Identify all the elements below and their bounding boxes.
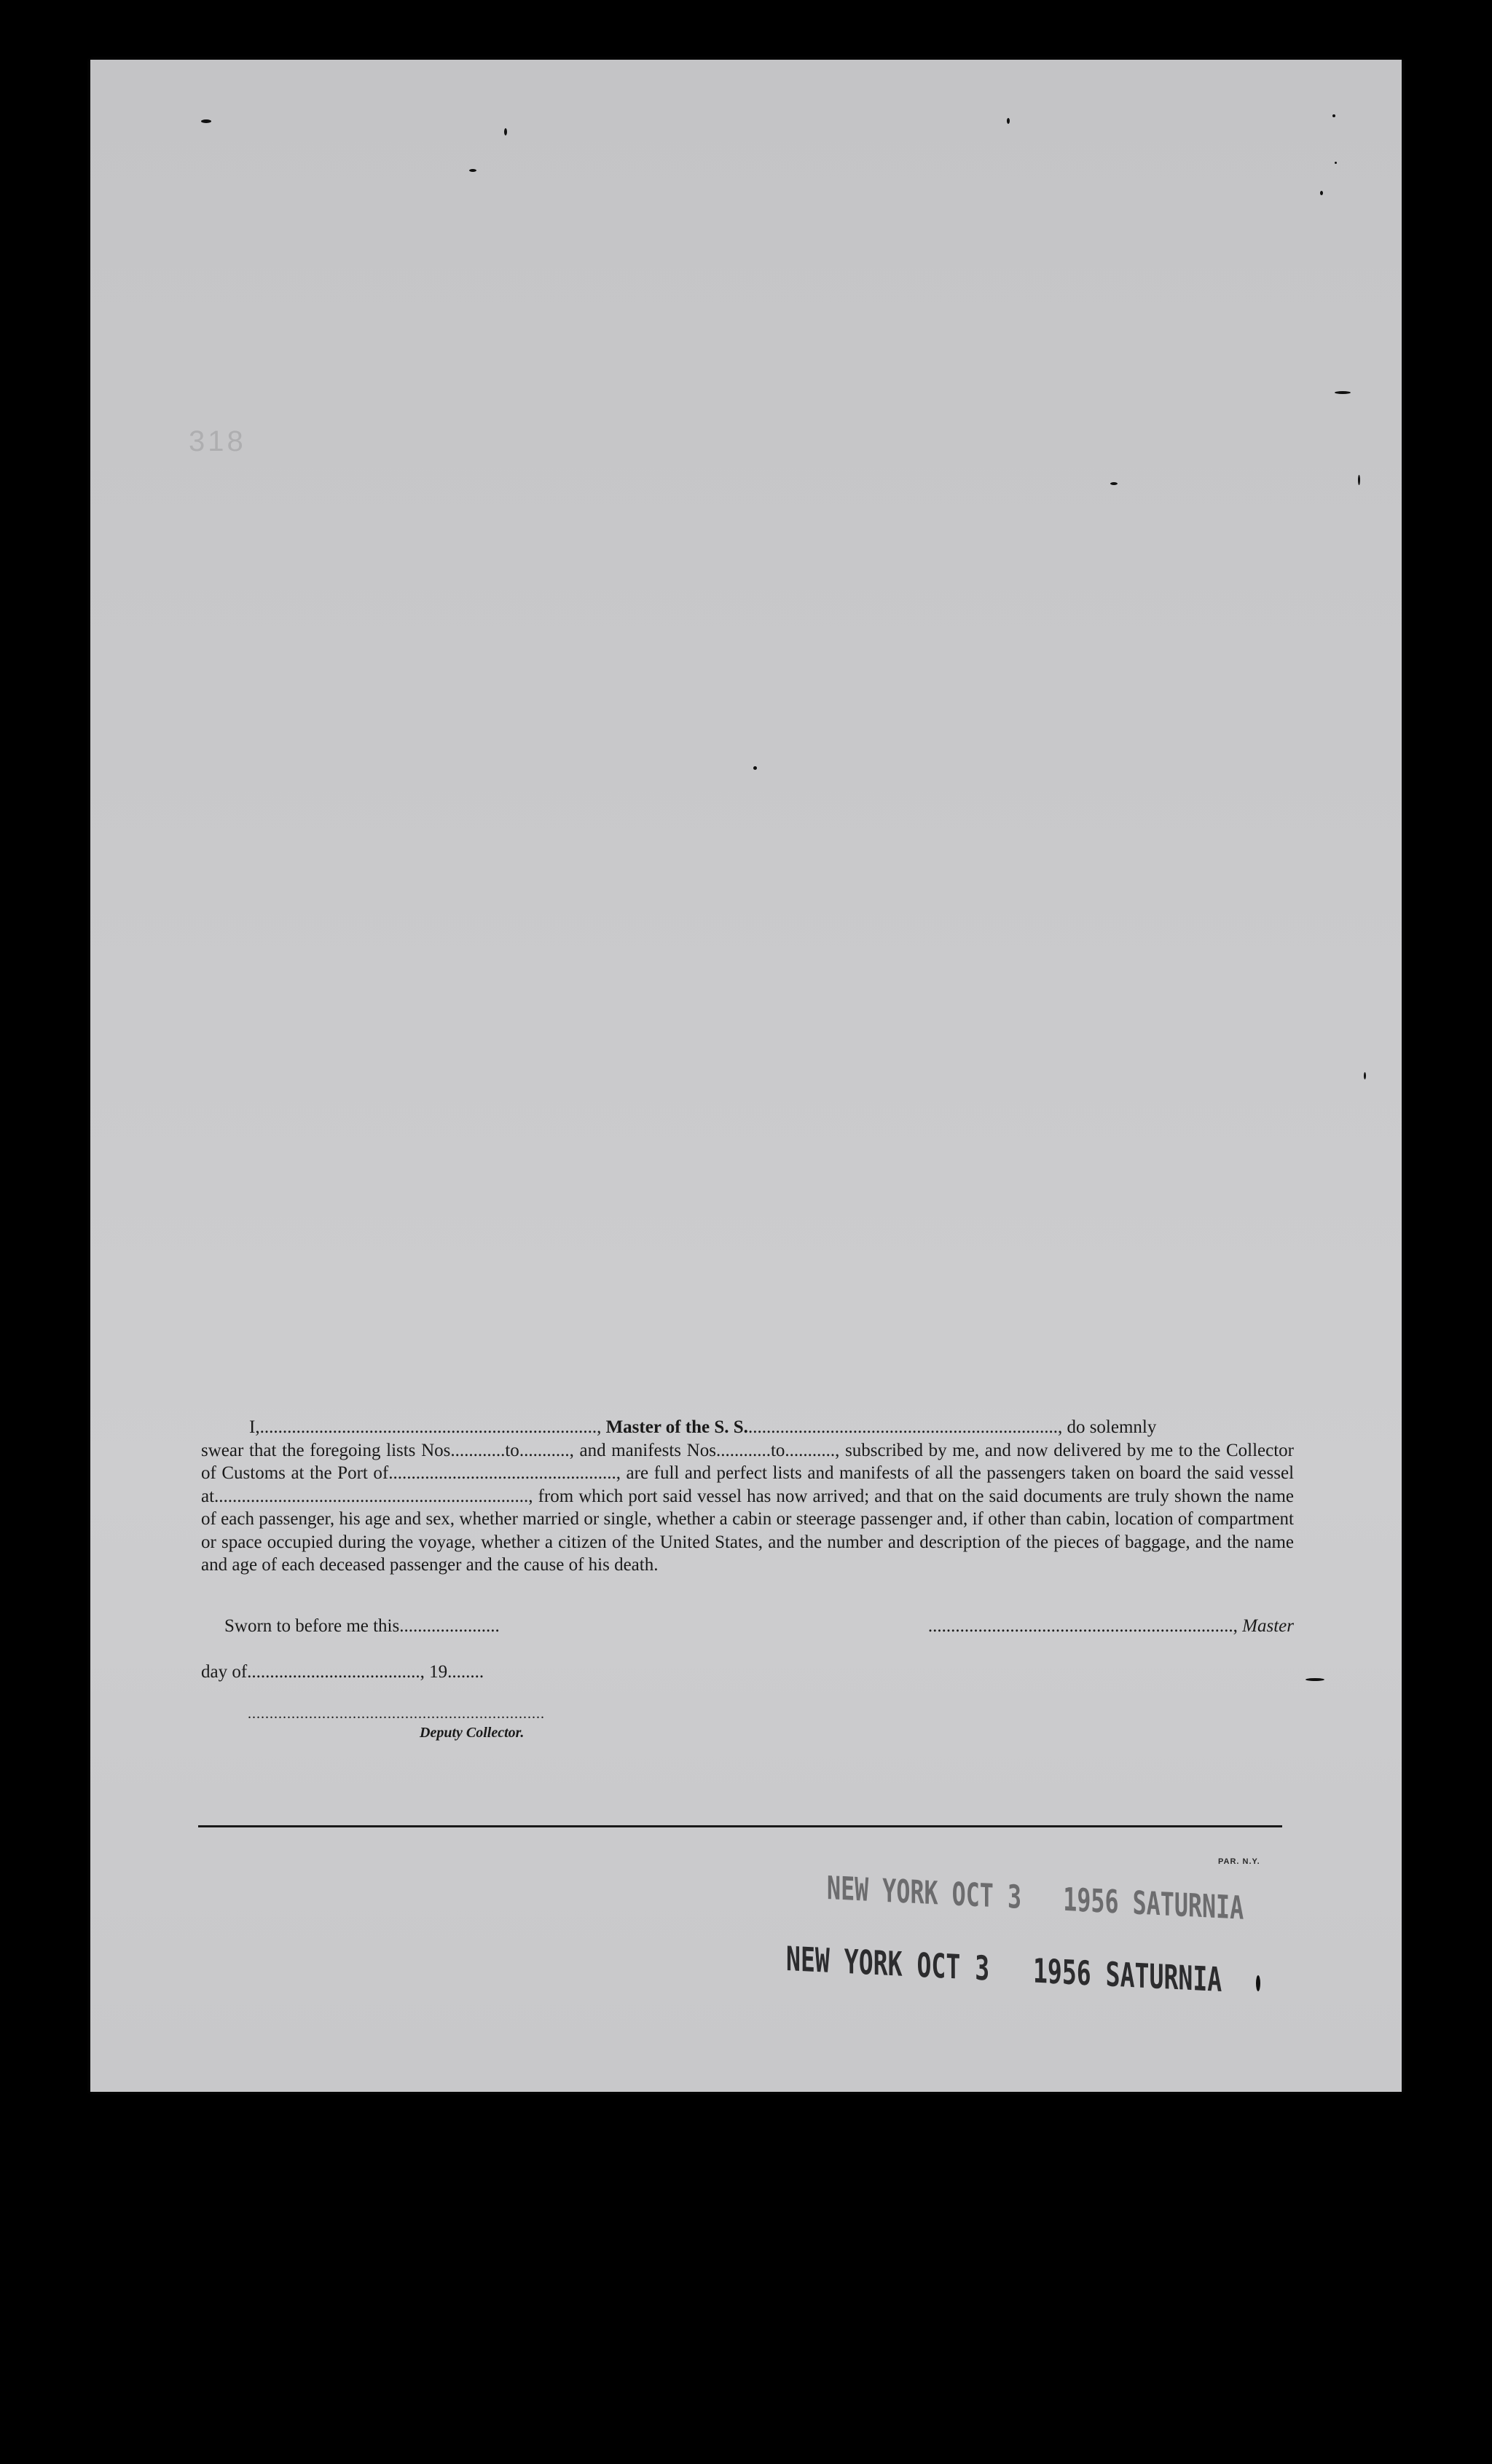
scan-speck bbox=[201, 119, 211, 123]
printer-mark: PAR. N.Y. bbox=[1218, 1857, 1260, 1866]
oath-text: to bbox=[505, 1440, 519, 1460]
year-label: 19 bbox=[429, 1662, 448, 1682]
oath-text: subscribed by me, and now bbox=[845, 1440, 1048, 1460]
sworn-label: Sworn to before me this bbox=[224, 1616, 400, 1636]
oath-master-label: Master of the S. S. bbox=[605, 1417, 748, 1437]
oath-text: manifests of all the passengers taken on board the said vessel at bbox=[201, 1463, 1295, 1506]
list-to-blank: ..........., bbox=[519, 1440, 574, 1460]
manifest-from-blank: ............ bbox=[715, 1440, 771, 1460]
port-blank: .................................................., bbox=[388, 1463, 621, 1483]
scan-speck bbox=[1364, 1072, 1366, 1079]
scan-speck bbox=[1335, 162, 1337, 164]
oath-text: to bbox=[770, 1440, 785, 1460]
master-name-blank: .........................................................................., bbox=[259, 1417, 602, 1437]
sworn-day-blank: ...................... bbox=[399, 1616, 500, 1636]
arrival-stamp: NEW YORK OCT 3 1956 SATURNIA bbox=[786, 1939, 1222, 2000]
scan-speck bbox=[1358, 475, 1360, 485]
master-signature-label: Master bbox=[1242, 1616, 1294, 1636]
year-blank: ........ bbox=[447, 1662, 484, 1682]
oath-text: I, bbox=[249, 1417, 260, 1437]
oath-text: swear that the foregoing lists Nos bbox=[201, 1440, 451, 1460]
oath-line-1 bbox=[201, 1416, 1294, 1439]
master-oath-paragraph bbox=[201, 1416, 1294, 1577]
scan-speck bbox=[753, 766, 757, 770]
oath-text: from which bbox=[538, 1486, 624, 1506]
month-blank: ......................................, bbox=[247, 1662, 425, 1682]
manifest-to-blank: ..........., bbox=[785, 1440, 840, 1460]
list-from-blank: ............ bbox=[450, 1440, 506, 1460]
document-page bbox=[90, 60, 1402, 2092]
scan-speck bbox=[469, 169, 476, 172]
oath-text: port said vessel has now arrived; and that on the said documents are truly shown the name of each passenger, his age and sex, whether married or single, whether a cabin or steerage passenger and, if other than cabin, location of compartment or space occupied during the voyage, whether a citizen of the United States, and the number and description of the pieces of baggage, and the name and age of each deceased passenger and the cause of his death. bbox=[201, 1486, 1294, 1575]
oath-body bbox=[201, 1439, 1294, 1577]
sworn-before-me bbox=[224, 1616, 500, 1637]
master-signature bbox=[928, 1616, 1294, 1637]
oath-text: and manifests Nos bbox=[579, 1440, 716, 1460]
scan-speck bbox=[1110, 482, 1118, 485]
oath-text: are full and perfect lists and bbox=[626, 1463, 834, 1483]
oath-text: do solemnly bbox=[1067, 1417, 1157, 1437]
sworn-row bbox=[201, 1616, 1294, 1645]
scan-speck bbox=[504, 128, 507, 135]
footer-rule bbox=[198, 1825, 1282, 1827]
arrival-stamp: NEW YORK OCT 3 1956 SATURNIA bbox=[827, 1870, 1244, 1927]
bleed-through-number: 318 bbox=[189, 425, 246, 457]
deputy-signature-line: .................................................................... bbox=[248, 1706, 545, 1722]
day-label: day of bbox=[201, 1662, 248, 1682]
scan-speck bbox=[1320, 191, 1323, 195]
oath-text: delivered by me to the Collector of Customs at the Port of bbox=[201, 1440, 1295, 1483]
boarding-port-blank: ....................................................................., bbox=[214, 1486, 533, 1506]
day-row bbox=[201, 1662, 484, 1682]
master-signature-blank: ..................................................................., bbox=[927, 1616, 1238, 1636]
scan-speck bbox=[1256, 1975, 1260, 1991]
scan-speck bbox=[1306, 1678, 1324, 1681]
ship-name-blank: ...................................................................., bbox=[747, 1417, 1063, 1437]
scan-speck bbox=[1007, 118, 1010, 124]
scan-speck bbox=[1335, 391, 1351, 394]
deputy-collector-label: Deputy Collector. bbox=[420, 1725, 525, 1741]
scan-speck bbox=[1332, 114, 1335, 117]
